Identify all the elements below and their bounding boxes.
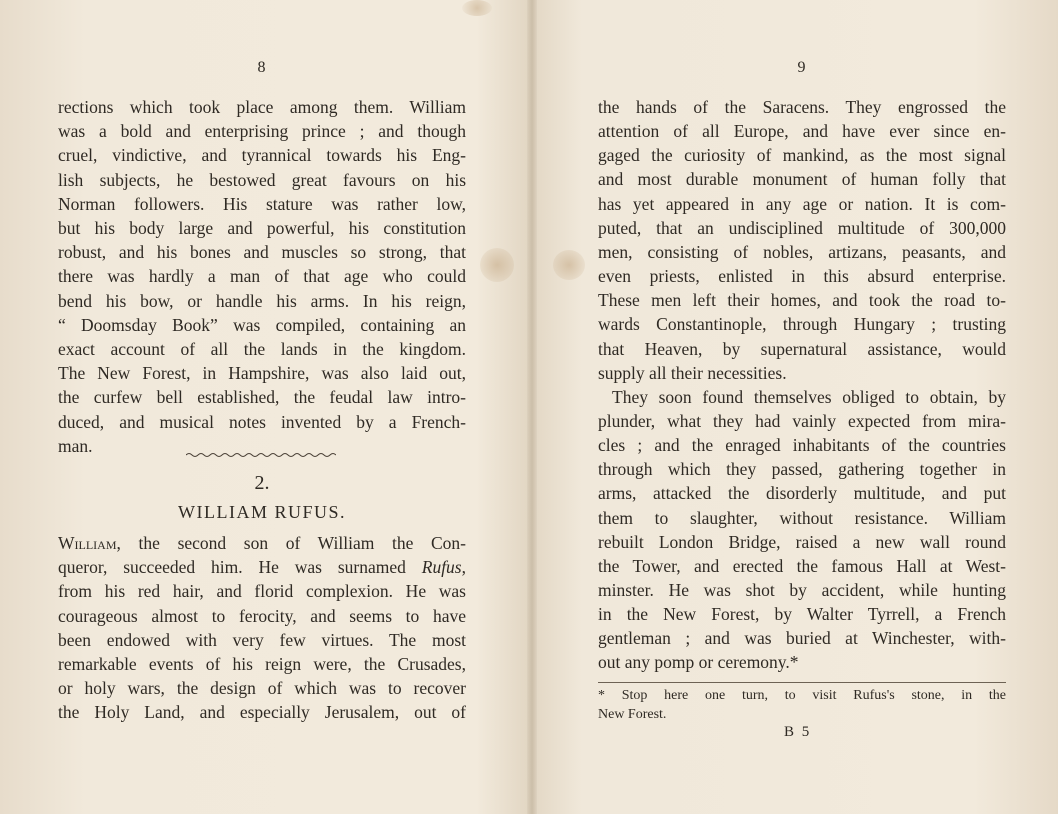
text-line: been endowed with very few virtues. The most (58, 629, 466, 650)
text-line: robust, and his bones and muscles so strong, that (58, 242, 466, 263)
text-line: out any pomp or ceremony.* (598, 652, 799, 673)
text-run: , the second son of William the Con- (116, 533, 466, 553)
text-line: minster. He was shot by accident, while hunting (598, 580, 1006, 600)
text-line: duced, and musical notes invented by a French- (58, 411, 466, 432)
text-line: supply all their necessities. (598, 362, 787, 383)
foxing-stain (553, 250, 585, 280)
text-line: the curfew bell established, the feudal law intro- (58, 387, 466, 408)
text-line: the Tower, and erected the famous Hall at West- (598, 555, 1006, 576)
signature-mark: B 5 (784, 724, 812, 740)
section-title: WILLIAM RUFUS. (178, 502, 346, 522)
text-line: from his red hair, and florid complexion. He was (58, 581, 466, 602)
text-line: was a bold and enterprising prince ; and though (58, 121, 466, 142)
text-line: remarkable events of his reign were, the Crusades, (58, 654, 466, 674)
footnote-line: * Stop here one turn, to visit Rufus's stone, in the (598, 688, 1006, 703)
text-line: has yet appeared in any age or nation. It is com- (598, 193, 1006, 214)
text-run: queror, succeeded him. He was surnamed (58, 557, 422, 578)
text-line: them to slaughter, without resistance. William (598, 507, 1006, 528)
page-number: 8 (257, 59, 267, 76)
text-line: These men left their homes, and took the road to- (598, 290, 1006, 311)
italic-word: Rufus (421, 557, 462, 578)
right-page (598, 0, 1006, 814)
text-line: the Holy Land, and especially Jerusalem, out of (58, 702, 466, 723)
text-line: Norman followers. His stature was rather low, (58, 193, 466, 214)
left-page (58, 0, 466, 814)
text-line: men, consisting of nobles, artizans, peasants, and (598, 241, 1006, 262)
foxing-stain (480, 248, 514, 282)
text-run: , (461, 557, 466, 578)
text-line: man. (58, 435, 93, 456)
text-line: arms, attacked the disorderly multitude, and put (598, 483, 1006, 504)
section-number: 2. (254, 472, 270, 494)
text-line: cruel, vindictive, and tyrannical towards his Eng- (58, 145, 466, 166)
text-line: rections which took place among them. William (58, 97, 466, 117)
text-line: gentleman ; and was buried at Winchester, with- (598, 628, 1006, 649)
text-line: The New Forest, in Hampshire, was also laid out, (58, 363, 466, 384)
smallcaps-name: William (58, 533, 117, 553)
text-line (58, 531, 466, 555)
text-line: lish subjects, he bestowed great favours on his (58, 169, 466, 190)
book-gutter (527, 0, 537, 814)
text-line: courageous almost to ferocity, and seems to have (58, 605, 466, 626)
text-line: They soon found themselves obliged to obtain, by (612, 386, 1006, 407)
text-line: but his body large and powerful, his constitution (58, 218, 466, 238)
text-line: that Heaven, by supernatural assistance, would (598, 338, 1006, 359)
text-line: exact account of all the lands in the kingdom. (58, 339, 466, 359)
text-line: attention of all Europe, and have ever since en- (598, 121, 1006, 142)
text-line: even priests, enlisted in this absurd enterprise. (598, 266, 1006, 287)
footnote-line: New Forest. (598, 707, 667, 722)
foxing-stain (462, 0, 492, 16)
text-line: wards Constantinople, through Hungary ; trusting (598, 314, 1006, 335)
text-line: or holy wars, the design of which was to recover (58, 678, 466, 699)
text-line: cles ; and the enraged inhabitants of the countries (598, 435, 1006, 456)
text-line: through which they passed, gathering together in (598, 459, 1006, 480)
text-line: gaged the curiosity of mankind, as the most signal (598, 145, 1006, 166)
ornamental-divider (186, 451, 336, 459)
text-line: and most durable monument of human folly that (598, 169, 1006, 190)
text-line: plunder, what they had vainly expected from mira- (598, 410, 1006, 431)
text-line (58, 555, 466, 579)
page-number: 9 (797, 59, 807, 76)
text-line: in the New Forest, by Walter Tyrrell, a French (598, 604, 1006, 625)
text-line: puted, that an undisciplined multitude of 300,000 (598, 217, 1006, 238)
text-line: “ Doomsday Book” was compiled, containing an (58, 314, 466, 335)
text-line: rebuilt London Bridge, raised a new wall round (598, 531, 1006, 552)
text-line: there was hardly a man of that age who could (58, 266, 466, 287)
text-line: bend his bow, or handle his arms. In his reign, (58, 290, 466, 311)
footnote-rule (598, 682, 1006, 683)
text-line: the hands of the Saracens. They engrossed the (598, 97, 1006, 117)
